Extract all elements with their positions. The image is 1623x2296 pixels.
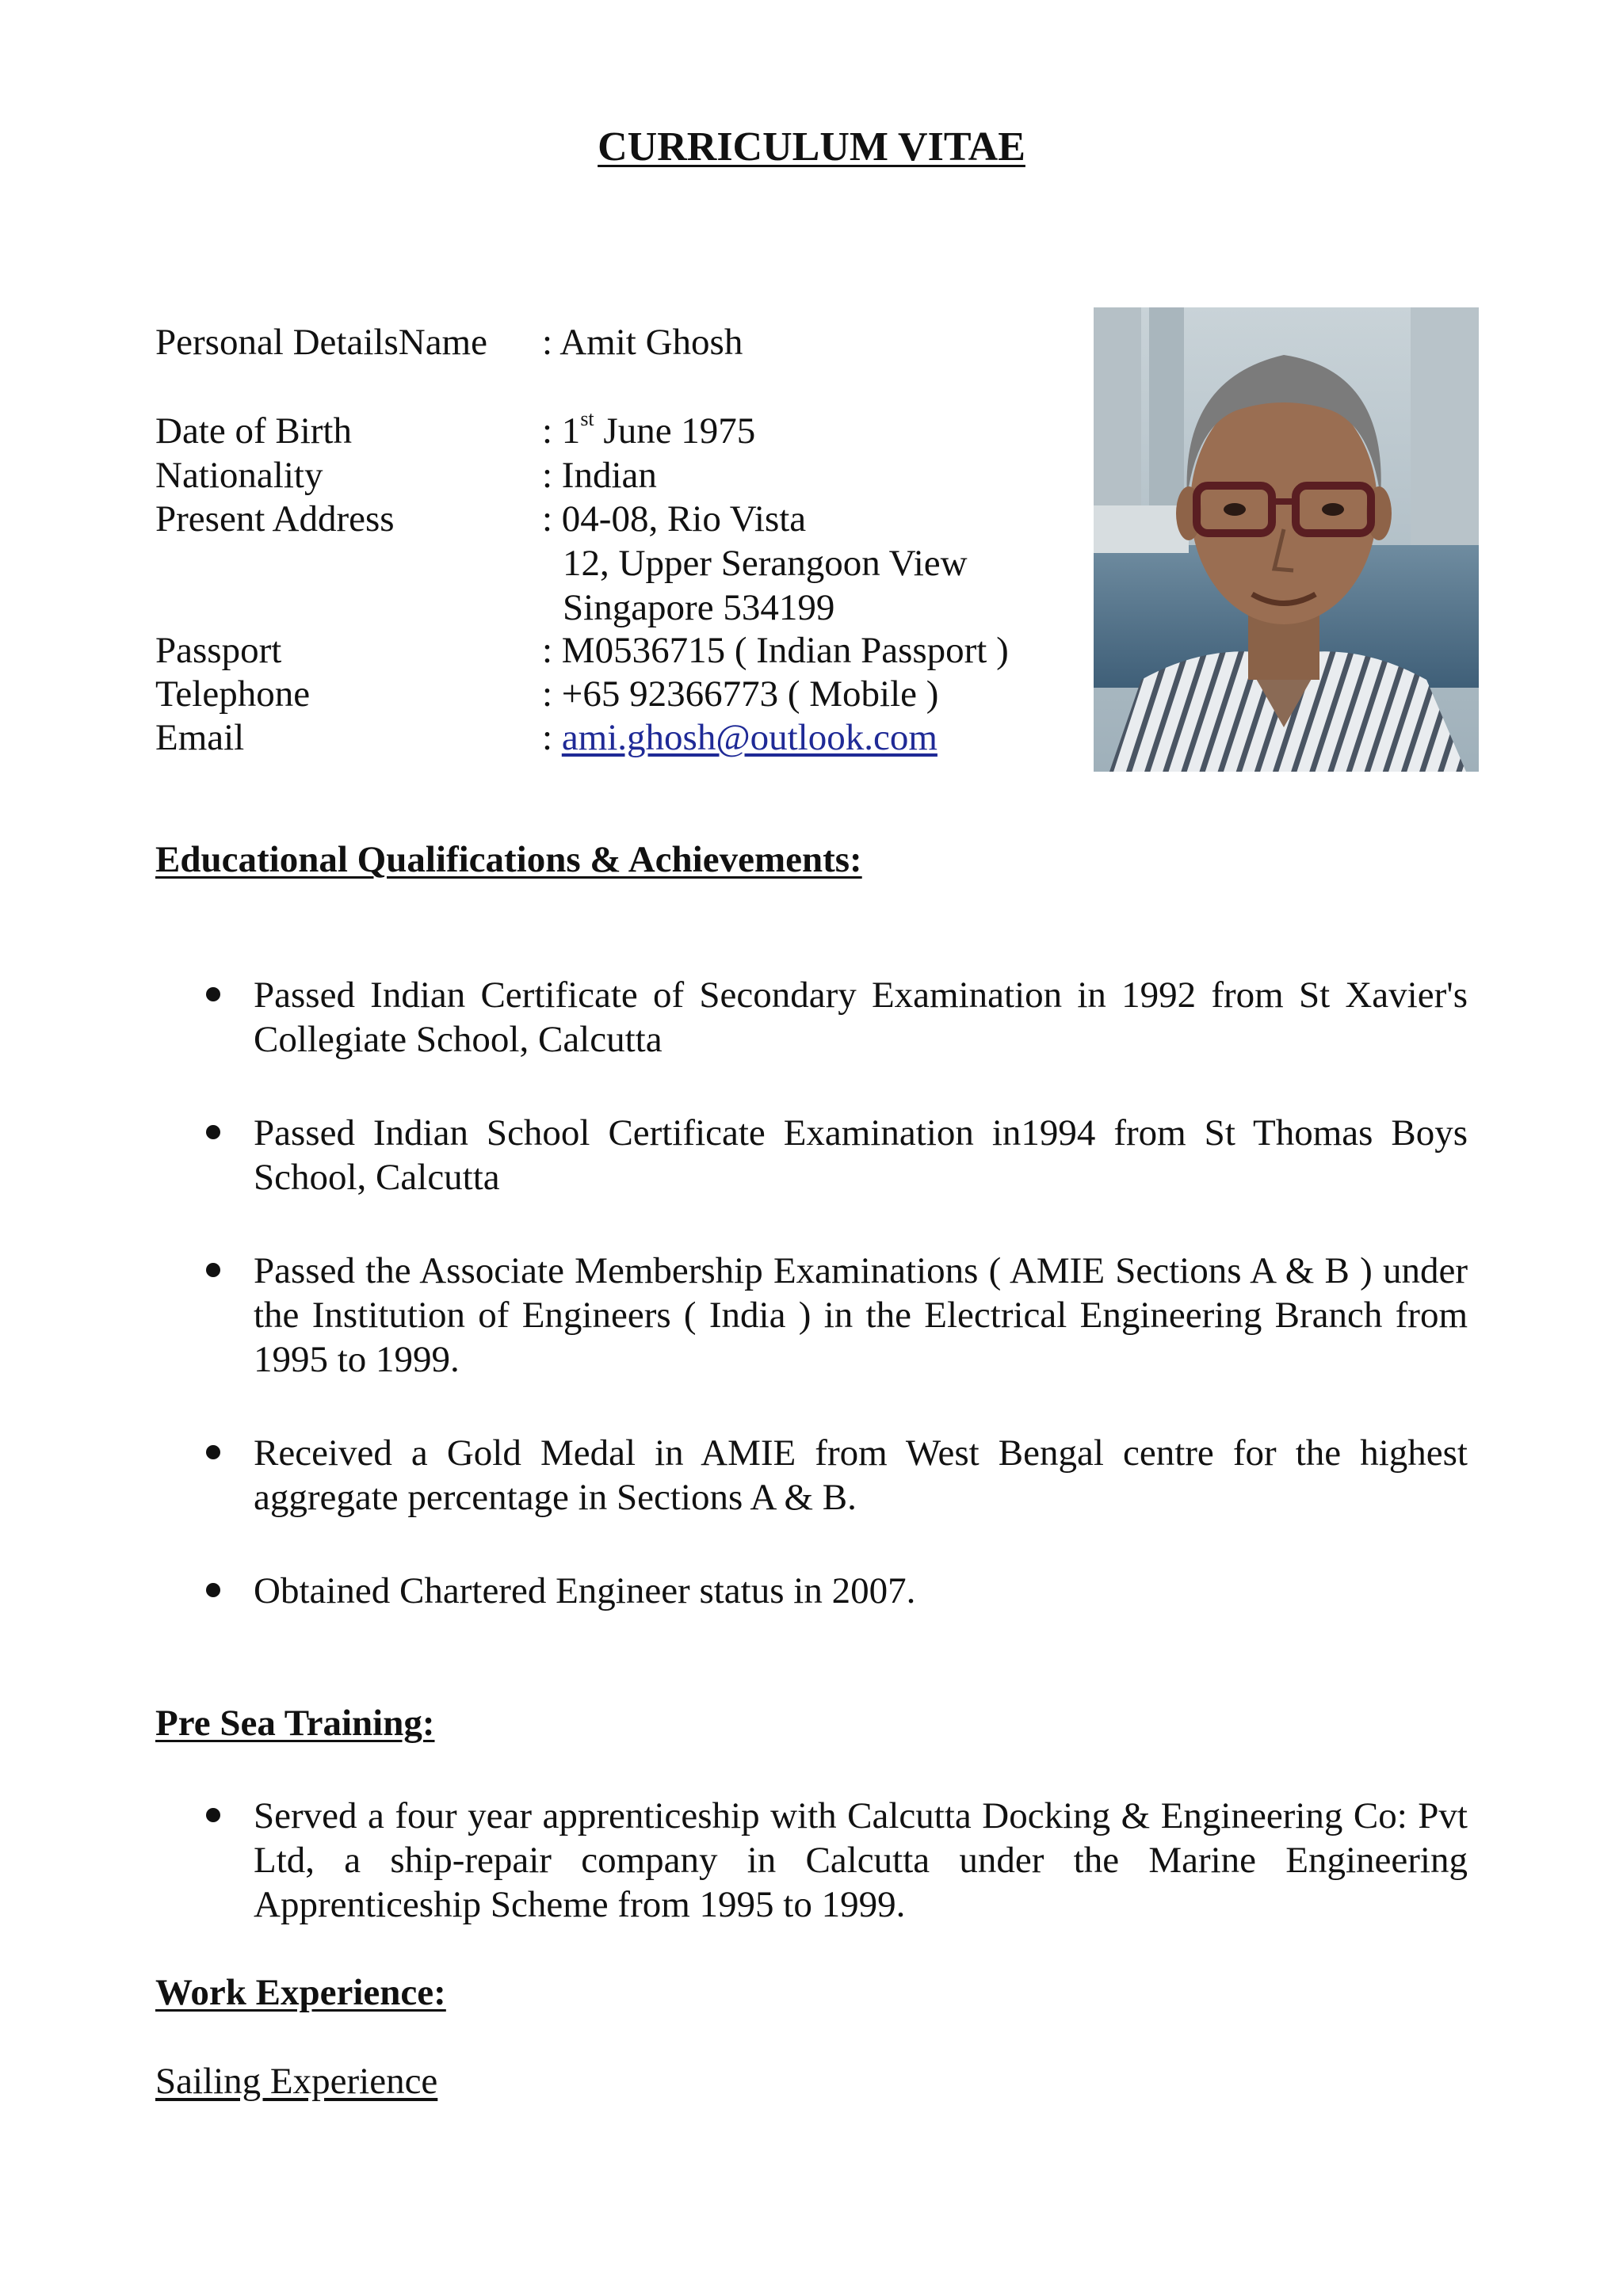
email-label: Email: [155, 717, 245, 758]
dob-label: Date of Birth: [155, 410, 352, 452]
email-prefix: :: [542, 717, 562, 758]
document-title: CURRICULUM VITAE: [598, 124, 1025, 170]
education-item-text: Passed the Associate Membership Examinations ( AMIE Sections A & B ) under the Institution of Engineers ( India ) in the Electrical Engineering Branch from 1995 to 1999.: [254, 1250, 1468, 1380]
pre-sea-heading: Pre Sea Training:: [155, 1703, 435, 1744]
education-item-2: [254, 1111, 1468, 1199]
education-item-5: [254, 1569, 1468, 1613]
education-item-text: Received a Gold Medal in AMIE from West Bengal centre for the highest aggregate percentage in Sections A & B.: [254, 1432, 1468, 1518]
education-heading: Educational Qualifications & Achievements:: [155, 839, 862, 880]
education-item-4: [254, 1431, 1468, 1520]
education-item-1: [254, 973, 1468, 1062]
bullet-icon: [206, 1808, 220, 1822]
address-label: Present Address: [155, 498, 395, 540]
address-line-3: Singapore 534199: [563, 587, 835, 628]
passport-value: : M0536715 ( Indian Passport ): [542, 630, 1009, 671]
education-item-text: Obtained Chartered Engineer status in 2007.: [254, 1570, 916, 1611]
dob-superscript: st: [580, 407, 594, 430]
telephone-value: : +65 92366773 ( Mobile ): [542, 673, 939, 715]
work-heading: Work Experience:: [155, 1972, 446, 2013]
education-item-text: Passed Indian Certificate of Secondary Examination in 1992 from St Xavier's Collegiate School, Calcutta: [254, 974, 1468, 1060]
bullet-icon: [206, 1125, 220, 1139]
nationality-label: Nationality: [155, 455, 323, 496]
dob-value: [542, 409, 755, 453]
name-value: : Amit Ghosh: [542, 322, 743, 363]
name-field-label: Name: [398, 322, 487, 363]
bullet-icon: [206, 1263, 220, 1277]
name-label: [155, 320, 487, 364]
bullet-icon: [206, 987, 220, 1001]
telephone-label: Telephone: [155, 673, 311, 715]
email-value: [542, 715, 938, 760]
address-line-1: : 04-08, Rio Vista: [542, 498, 807, 540]
passport-label: Passport: [155, 630, 282, 671]
education-item-text: Passed Indian School Certificate Examination in1994 from St Thomas Boys School, Calcutta: [254, 1112, 1468, 1198]
education-item-3: [254, 1249, 1468, 1382]
address-value: [542, 497, 968, 630]
sailing-subheading: Sailing Experience: [155, 2061, 438, 2102]
pre-sea-item-1: [254, 1794, 1468, 1927]
profile-photo: [1094, 307, 1479, 772]
dob-suffix: June 1975: [594, 410, 756, 452]
email-link[interactable]: ami.ghosh@outlook.com: [561, 717, 938, 758]
bullet-icon: [206, 1445, 220, 1459]
nationality-value: : Indian: [542, 455, 657, 496]
bullet-icon: [206, 1583, 220, 1597]
personal-details-label: Personal Details: [155, 322, 399, 363]
pre-sea-item-text: Served a four year apprenticeship with Calcutta Docking & Engineering Co: Pvt Ltd, a ship-repair company in Calcutta under the Marine Engineering Apprenticeship Scheme from 1995 to 1999.: [254, 1795, 1468, 1925]
dob-prefix: : 1: [542, 410, 581, 452]
address-line-2: 12, Upper Serangoon View: [563, 543, 968, 584]
